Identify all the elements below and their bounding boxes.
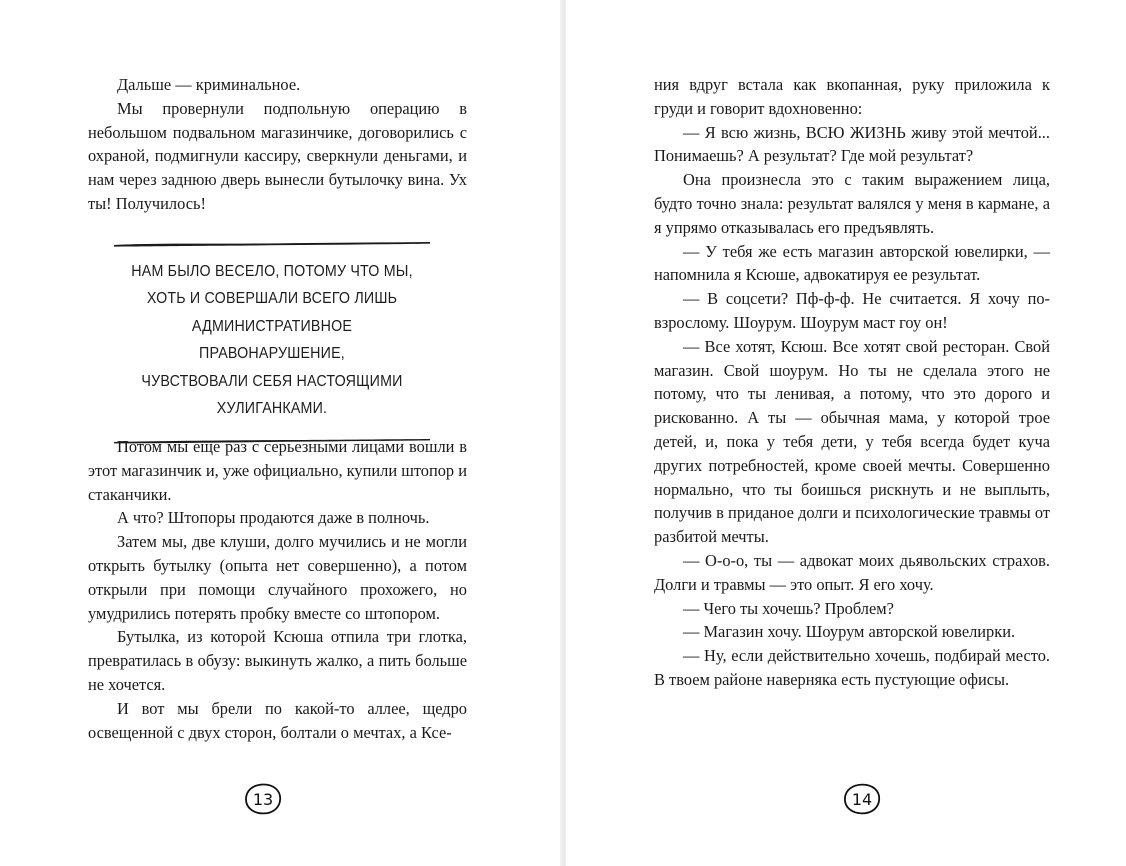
callout-line: НАМ БЫЛО ВЕСЕЛО, ПОТОМУ ЧТО МЫ, bbox=[131, 263, 413, 280]
paragraph: Потом мы еще раз с серьезными лицами вошли в этот магазинчик и, уже официально, купили штопор и стаканчики. bbox=[88, 437, 467, 504]
paragraph: — Ну, если действительно хочешь, подбирай место. В твоем районе наверняка есть пустующие офисы. bbox=[654, 646, 1050, 689]
paragraph: ния вдруг встала как вкопанная, руку приложила к груди и говорит вдохновенно: bbox=[654, 75, 1050, 118]
paragraph: Затем мы, две клуши, долго мучились и не могли открыть бутылку (опыта нет совершенно), а потом открыли при помощи случайного прохожего, но умудрились потерять пробку вместе со штопором. bbox=[88, 532, 467, 623]
right-text bbox=[654, 73, 1050, 692]
paragraph: А что? Штопоры продаются даже в полночь. bbox=[117, 508, 430, 528]
paragraph: Бутылка, из которой Ксюша отпила три глотка, превратилась в обузу: выкинуть жалко, а пить больше не хочется. bbox=[88, 627, 467, 694]
page-number-left bbox=[243, 782, 283, 816]
paragraph: — У тебя же есть магазин авторской ювелирки, — напомнила я Ксюше, адвокатируя ее результат. bbox=[654, 241, 1050, 285]
callout-block bbox=[112, 240, 432, 444]
left-text-top bbox=[88, 73, 467, 216]
paragraph: Дальше — криминальное. bbox=[117, 75, 301, 94]
page-number-right-value: 14 bbox=[851, 789, 873, 809]
page-number-left-value: 13 bbox=[252, 789, 274, 809]
paragraph: И вот мы брели по какой-то аллее, щедро освещенной с двух сторон, болтали о мечтах, а Ксе- bbox=[88, 698, 467, 742]
paragraph: — В соцсети? Пф-ф-ф. Не считается. Я хочу по-взрослому. Шоурум. Шоурум маст гоу он! bbox=[654, 289, 1050, 332]
left-page bbox=[0, 0, 562, 866]
right-page bbox=[566, 0, 1126, 866]
callout-line: ХОТЬ И СОВЕРШАЛИ ВСЕГО ЛИШЬ bbox=[146, 290, 398, 308]
paragraph: — Чего ты хочешь? Проблем? bbox=[683, 598, 894, 618]
callout-line: ХУЛИГАНКАМИ. bbox=[216, 400, 328, 418]
page-number-right bbox=[842, 782, 882, 816]
paragraph: Мы провернули подпольную операцию в небольшом подвальном магазинчике, договорились с охраной, подмигнули кассиру, сверкнули деньгами, и нам через заднюю дверь вынесли бутылочку вина. Ух ты! Получилось! bbox=[88, 98, 467, 213]
paragraph: Она произнесла это с таким выражением лица, будто точно знала: результат валялся у меня в кармане, а я упрямо отказывалась его предъявлять. bbox=[654, 170, 1050, 237]
paragraph: — О-о-о, ты — адвокат моих дьявольских страхов. Долги и травмы — это опыт. Я его хочу. bbox=[654, 550, 1050, 594]
callout-text bbox=[125, 248, 419, 436]
callout-line: ЧУВСТВОВАЛИ СЕБЯ НАСТОЯЩИМИ bbox=[141, 372, 403, 390]
paragraph: — Я всю жизнь, ВСЮ ЖИЗНЬ живу этой мечтой... Понимаешь? А результат? Где мой результат? bbox=[654, 122, 1050, 166]
paragraph: — Все хотят, Ксюш. Все хотят свой ресторан. Свой магазин. Свой шоурум. Но ты не сделала этого не потому, что ты ленивая, а потому, что это дорого и рискованно. А ты — обычная мама, у которой трое детей, и, пока у тебя дети, у тебя всегда будет куча других потребностей, кроме своей мечты. Совершенно нормально, что ты боишься рискнуть и не выплыть, получив в приданое долги и психологические травмы от разбитой мечты. bbox=[654, 336, 1050, 547]
callout-line: АДМИНИСТРАТИВНОЕ ПРАВОНАРУШЕНИЕ, bbox=[191, 317, 353, 363]
left-text-bottom bbox=[88, 435, 467, 744]
brush-stroke-top bbox=[112, 240, 432, 248]
paragraph: — Магазин хочу. Шоурум авторской ювелирки. bbox=[683, 622, 1016, 642]
